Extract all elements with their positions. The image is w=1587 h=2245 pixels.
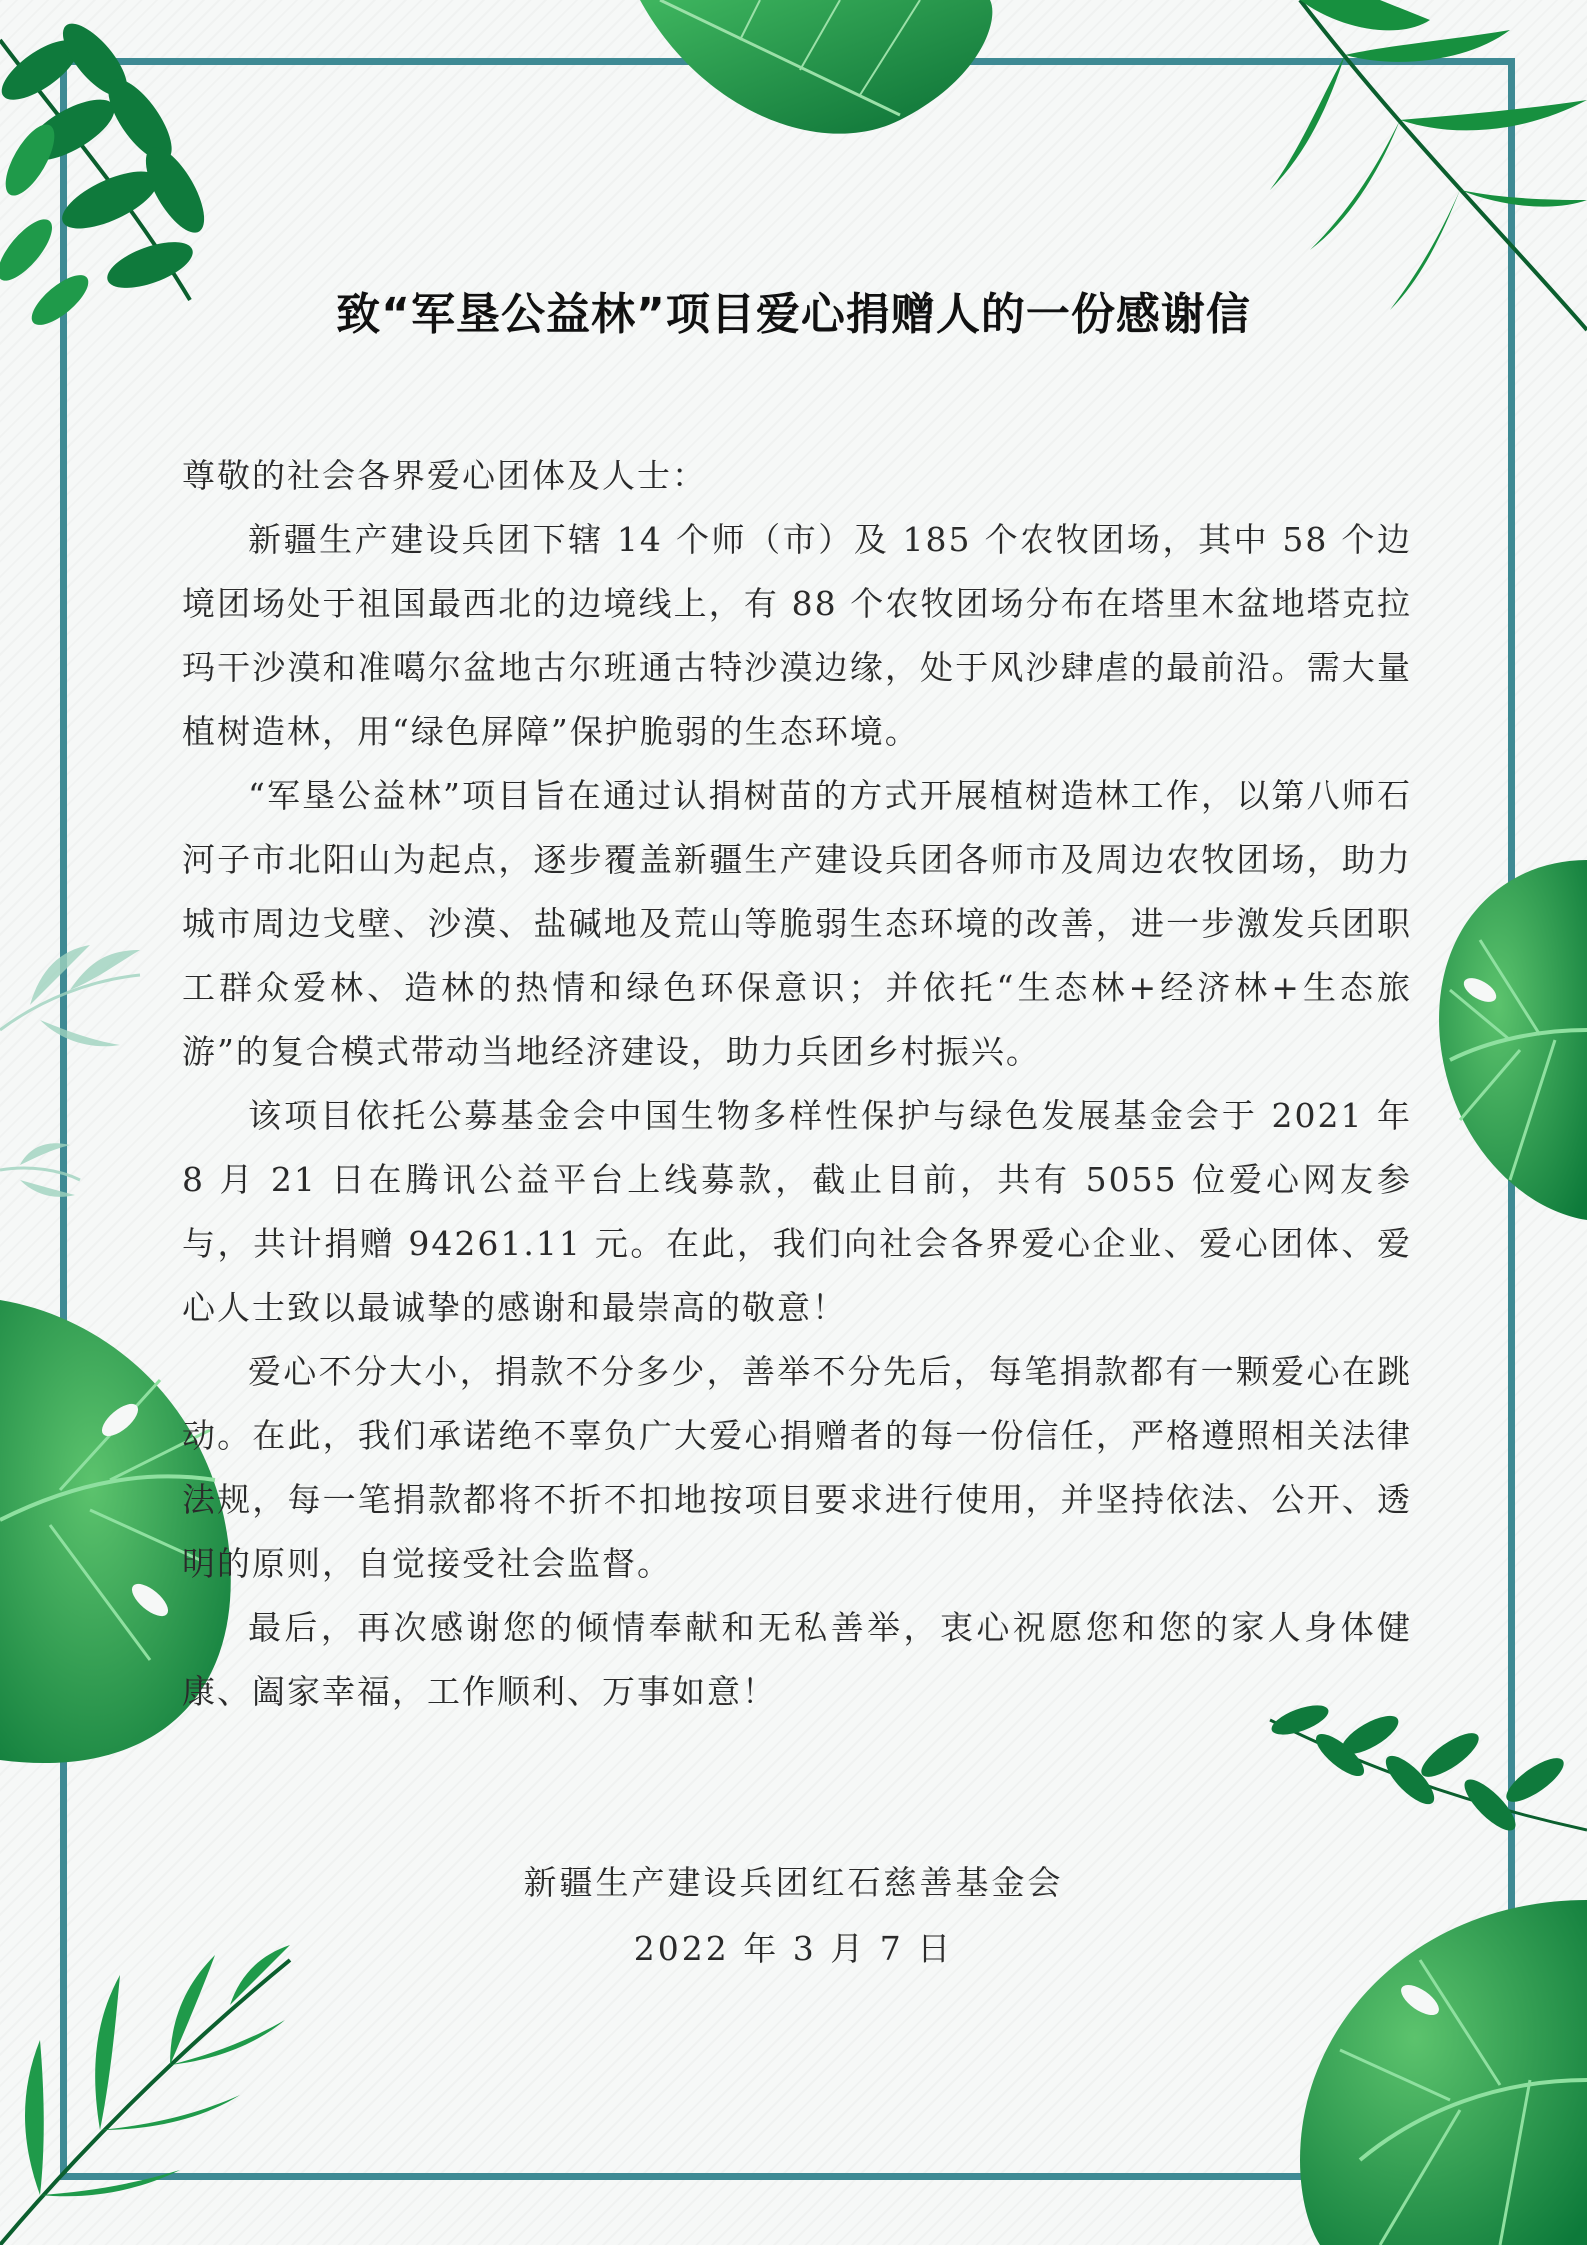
paragraph: 爱心不分大小，捐款不分多少，善举不分先后，每笔捐款都有一颗爱心在跳动。在此，我们承诺绝不辜负广大爱心捐赠者的每一份信任，严格遵照相关法律法规，每一笔捐款都将不折不扣地按项目要求进行使用，并坚持依法、公开、透明的原则，自觉接受社会监督。 <box>182 1352 1412 1583</box>
signature-organization: 新疆生产建设兵团红石慈善基金会 <box>523 1863 1064 1902</box>
paragraph: “军垦公益林”项目旨在通过认捐树苗的方式开展植树造林工作，以第八师石河子市北阳山为起点，逐步覆盖新疆生产建设兵团各师市及周边农牧团场，助力城市周边戈壁、沙漠、盐碱地及荒山等脆弱生态环境的改善，进一步激发兵团职工群众爱林、造林的热情和绿色环保意识；并依托“生态林+经济林+生态旅游”的复合模式带动当地经济建设，助力兵团乡村振兴。 <box>182 776 1412 1071</box>
salutation: 尊敬的社会各界爱心团体及人士： <box>182 456 707 495</box>
letter-title: 致“军垦公益林”项目爱心捐赠人的一份感谢信 <box>336 289 1251 340</box>
letter-body <box>182 444 1412 1724</box>
palm-leaf-icon <box>0 1945 290 2245</box>
paragraph: 最后，再次感谢您的倾情奉献和无私善举，衷心祝愿您和您的家人身体健康、阖家幸福，工作顺利、万事如意！ <box>182 1608 1412 1711</box>
signature-date: 2022 年 3 月 7 日 <box>633 1929 954 1968</box>
paragraph: 新疆生产建设兵团下辖 14 个师（市）及 185 个农牧团场，其中 58 个边境团场处于祖国最西北的边境线上，有 88 个农牧团场分布在塔里木盆地塔克拉玛干沙漠和准噶尔盆地古尔班通古特沙漠边缘，处于风沙肆虐的最前沿。需大量植树造林，用“绿色屏障”保护脆弱的生态环境。 <box>182 520 1412 751</box>
palm-leaf-icon <box>0 945 140 1197</box>
paragraph: 该项目依托公募基金会中国生物多样性保护与绿色发展基金会于 2021 年 8 月 21 日在腾讯公益平台上线募款，截止目前，共有 5055 位爱心网友参与，共计捐赠 94261.11 元。在此，我们向社会各界爱心企业、爱心团体、爱心人士致以最诚挚的感谢和最崇高的敬意！ <box>182 1096 1412 1327</box>
monstera-leaf-icon <box>1439 860 1587 1220</box>
signature-block <box>0 1850 1587 1982</box>
palm-leaf-icon <box>640 0 992 134</box>
